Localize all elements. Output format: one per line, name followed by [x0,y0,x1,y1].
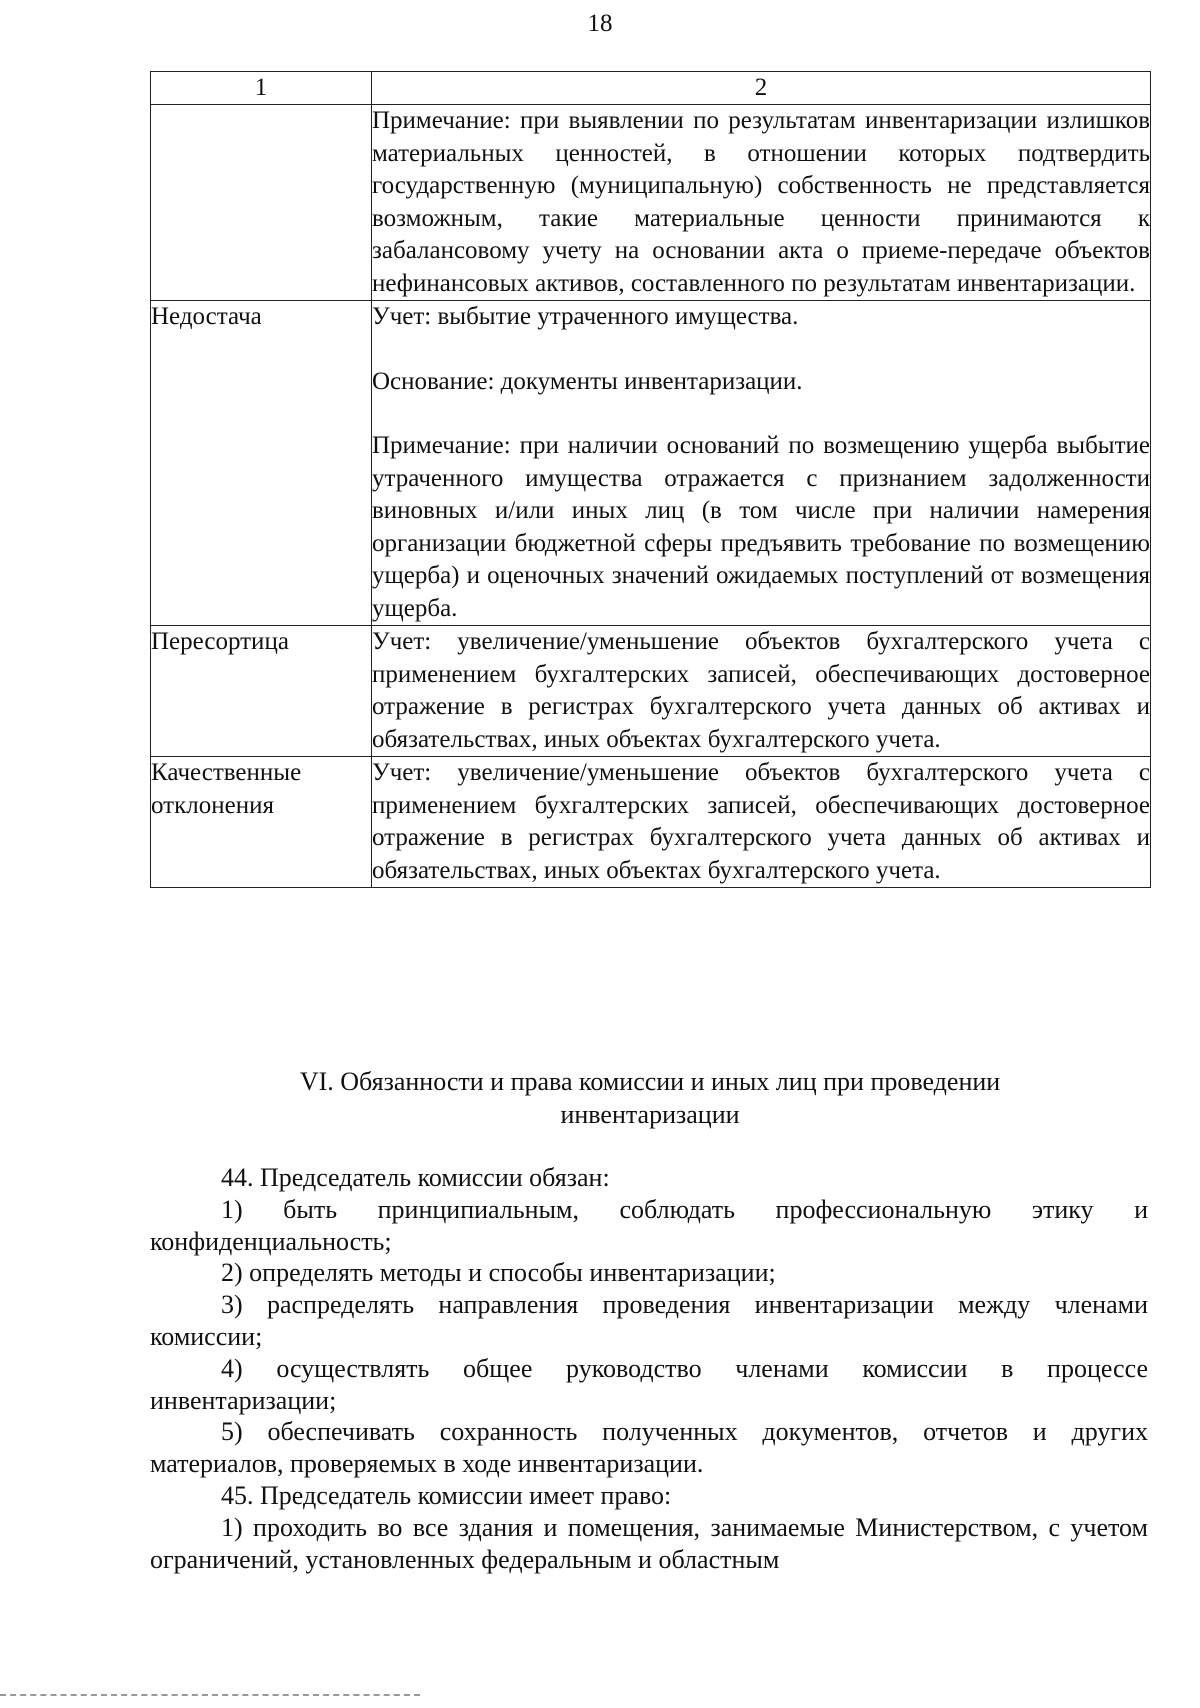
column-header-2: 2 [372,72,1151,105]
clause-item: 3) распределять направления проведения инвентаризации между членами комиссии; [150,1290,1148,1351]
section-title-line: инвентаризации [560,1100,740,1129]
clause-heading: 45. Председатель комиссии имеет право: [221,1480,672,1510]
table-row [151,626,1151,757]
row-paragraph: Основание: документы инвентаризации. [372,367,803,395]
scan-artifact-line [0,1694,420,1699]
row-paragraph: Примечание: при выявлении по результатам инвентаризации излишков материальных ценностей, в отношении которых подтвердить государственную (муниципальную) собственность не представляется возможным, такие материальные ценности принимаются к забалансовому учету на основании акта о приеме-передаче объектов нефинансовых активов, составленного по результатам инвентаризации. [372,107,1150,297]
clause-heading: 44. Председатель комиссии обязан: [221,1163,610,1192]
table-row [151,105,1151,301]
row-content [372,626,1151,757]
section-title-line: VI. Обязанности и права комиссии и иных лиц при проведении [299,1067,1001,1096]
row-content [372,301,1151,626]
row-label: Недостача [151,301,372,626]
row-label: Качественные отклонения [151,757,372,888]
clause-item: 4) осуществлять общее руководство членами комиссии в процессе инвентаризации; [150,1353,1148,1415]
row-content [372,757,1151,888]
row-paragraph: Примечание: при наличии оснований по возмещению ущерба выбытие утраченного имущества отражается с признанием задолженности виновных и/или иных лиц (в том числе при наличии намерения организации бюджетной сферы предъявить требование по возмещению ущерба) и оценочных значений ожидаемых поступлений от возмещения ущерба. [372,432,1150,622]
table-row [151,301,1151,626]
clause-item: 1) проходить во все здания и помещения, занимаемые Министерством, с учетом ограничений, установленных федеральным и областным [150,1512,1148,1574]
inventory-results-table [150,71,1151,888]
row-content [372,105,1151,301]
clause-item: 2) определять методы и способы инвентаризации; [221,1258,776,1288]
clause-item: 1) быть принципиальным, соблюдать профессиональную этику и конфиденциальность; [150,1194,1148,1256]
clauses [150,1162,1148,1575]
table-header-row [151,72,1151,105]
row-paragraph: Учет: выбытие утраченного имущества. [372,303,799,330]
page-number: 18 [587,10,613,37]
table-row [151,757,1151,888]
row-label [151,105,372,301]
section-title [150,1065,1150,1131]
row-paragraph: Учет: увеличение/уменьшение объектов бухгалтерского учета с применением бухгалтерских записей, обеспечивающих достоверное отражение в регистрах бухгалтерского учета данных об активах и обязательствах, иных объектах бухгалтерского учета. [372,759,1150,884]
clause-item: 5) обеспечивать сохранность полученных документов, отчетов и других материалов, проверяемых в ходе инвентаризации. [150,1417,1148,1479]
column-header-1: 1 [151,72,372,105]
row-label: Пересортица [151,626,372,757]
row-paragraph: Учет: увеличение/уменьшение объектов бухгалтерского учета с применением бухгалтерских записей, обеспечивающих достоверное отражение в регистрах бухгалтерского учета данных об активах и обязательствах, иных объектах бухгалтерского учета. [372,628,1150,753]
